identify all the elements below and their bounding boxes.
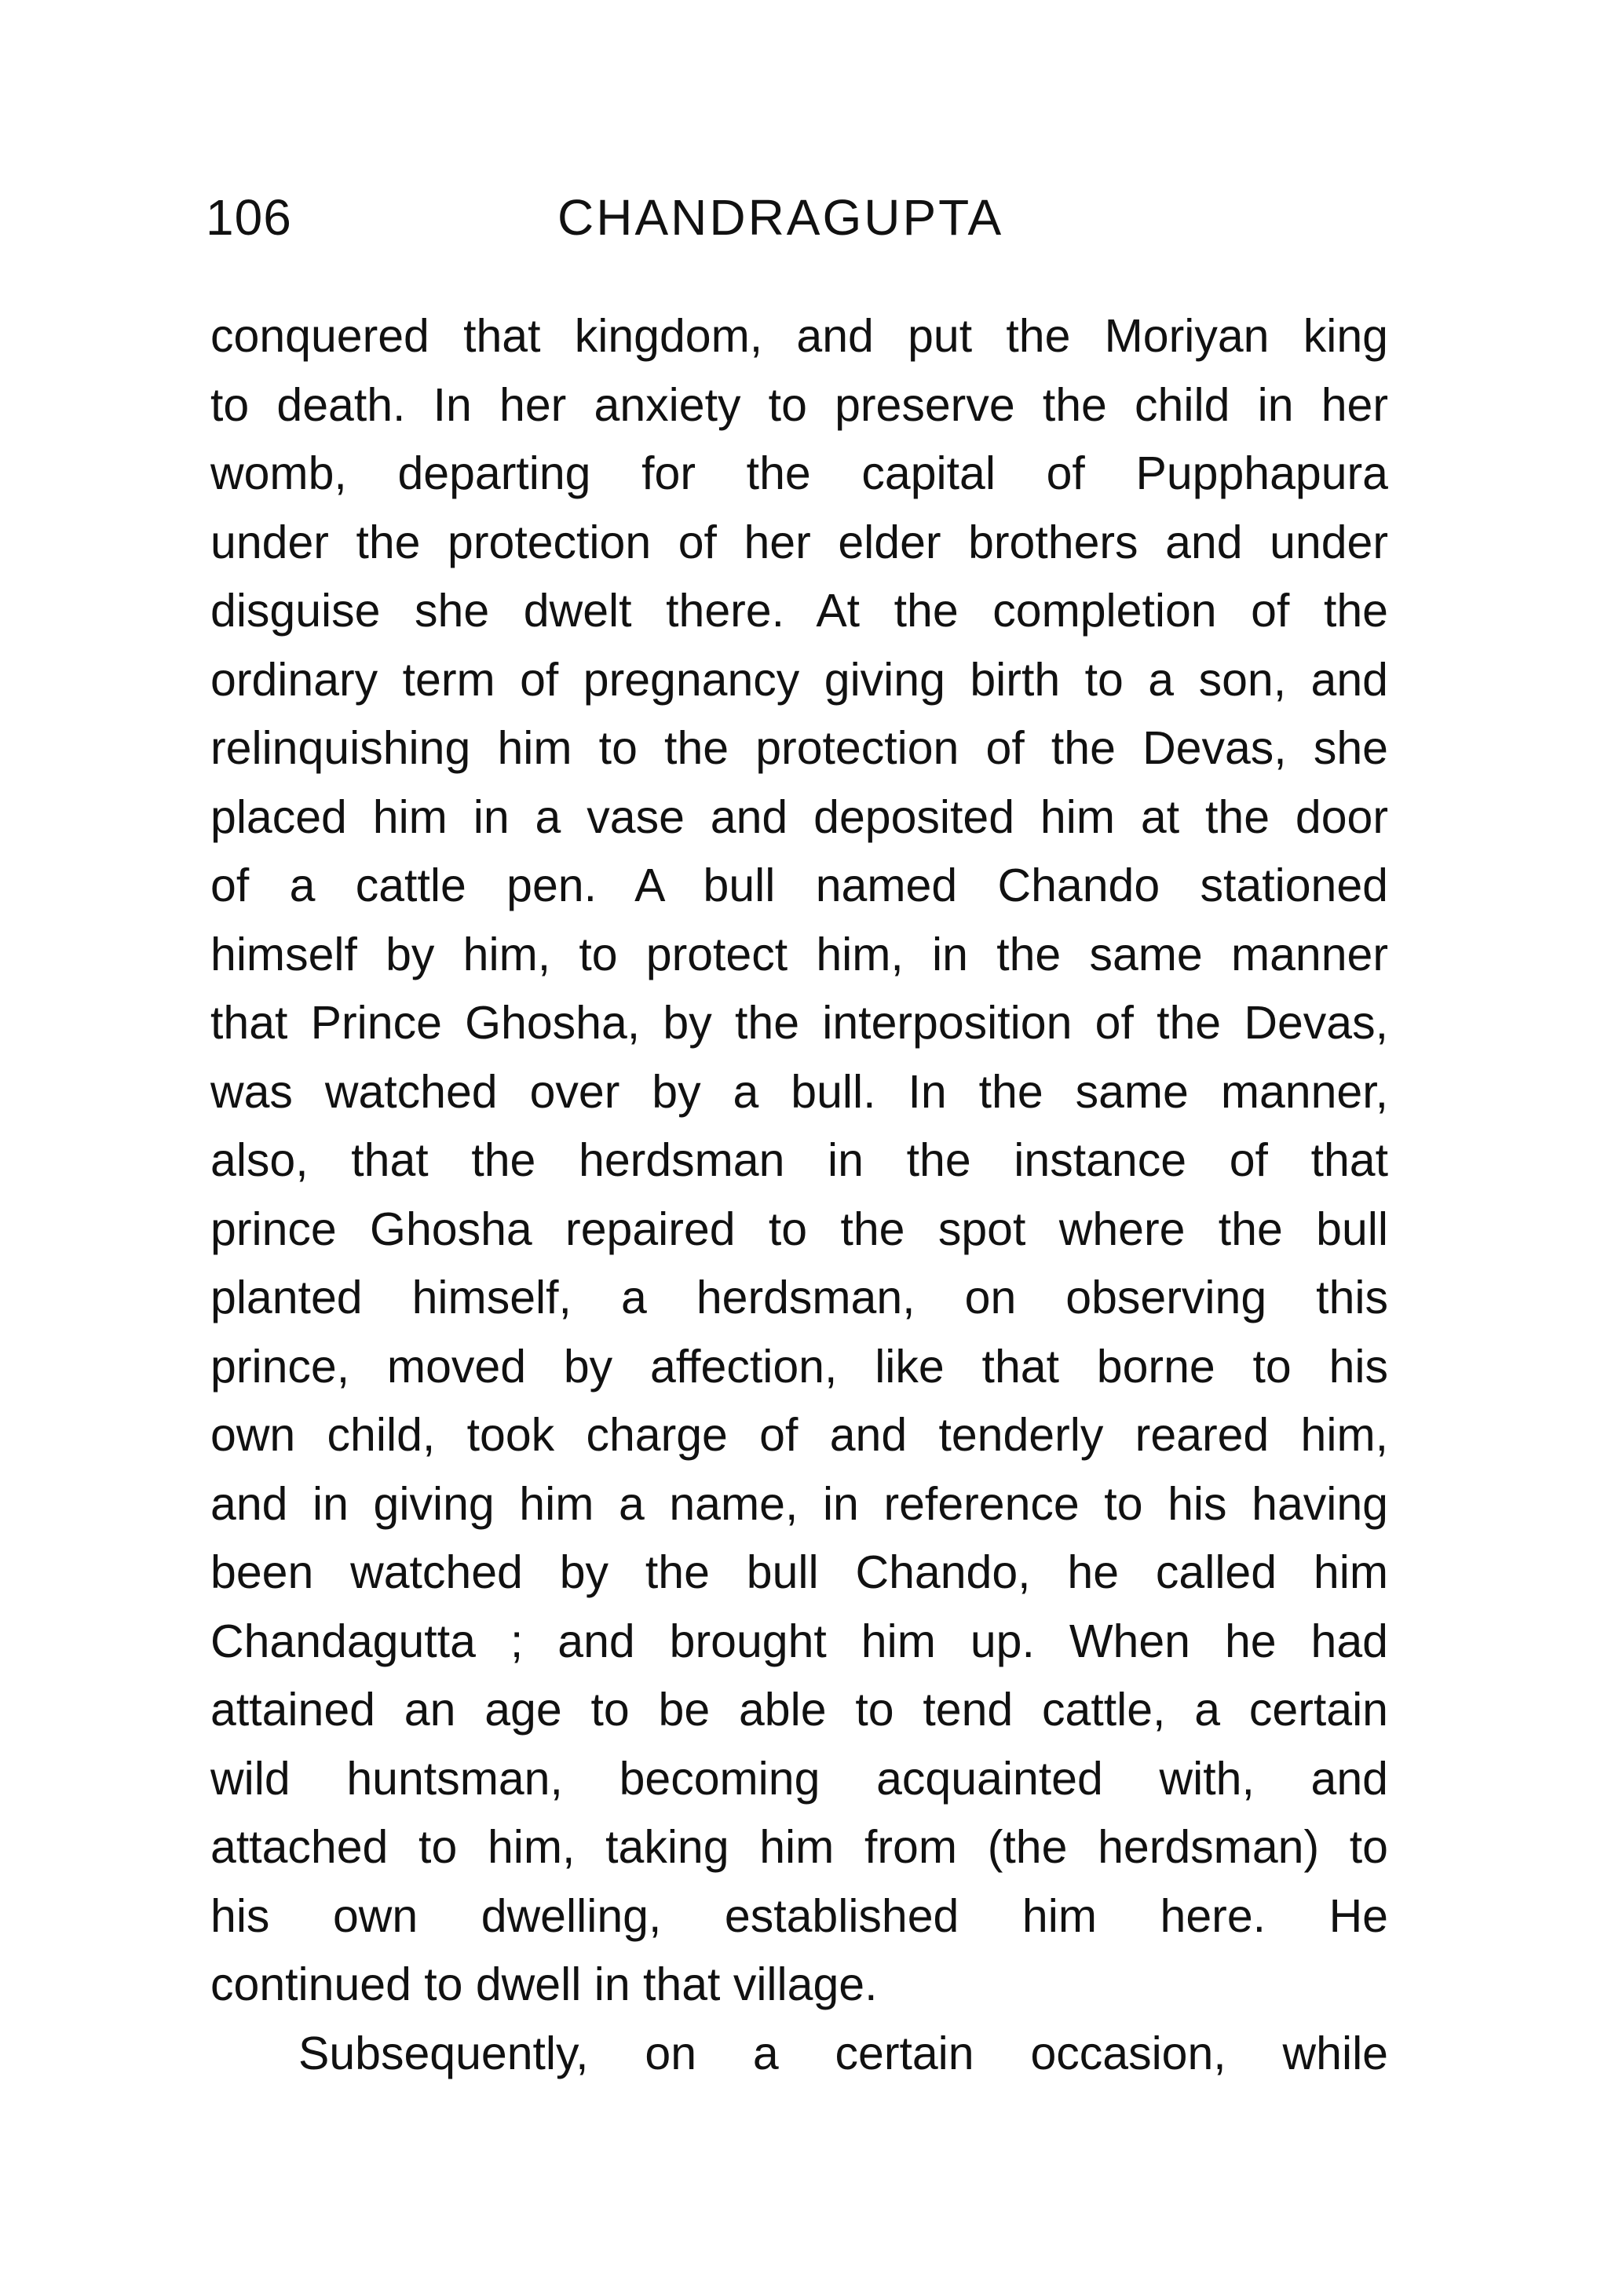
text-line: wild huntsman, becoming acquainted with, and [210, 1752, 1388, 1805]
text-line: himself by him, to protect him, in the same manner [210, 928, 1388, 980]
text-line: and in giving him a name, in reference to his having [210, 1477, 1388, 1530]
running-title: CHANDRAGUPTA [557, 189, 1004, 246]
text-line: prince Ghosha repaired to the spot where the bull [210, 1203, 1388, 1255]
text-line: placed him in a vase and deposited him at the door [210, 790, 1388, 843]
body-text [210, 302, 1388, 2088]
text-line: to death. In her anxiety to preserve the child in her [210, 378, 1388, 431]
text-line: also, that the herdsman in the instance of that [210, 1134, 1388, 1186]
text-line: attained an age to be able to tend cattle, a certain [210, 1684, 1388, 1736]
text-line: womb, departing for the capital of Pupphapura [210, 447, 1388, 499]
text-line: conquered that kingdom, and put the Moriyan king [210, 310, 1388, 362]
text-line: was watched over by a bull. In the same manner, [210, 1065, 1388, 1118]
text-line: prince, moved by affection, like that borne to his [210, 1340, 1388, 1393]
page-number: 106 [206, 189, 292, 246]
paragraph-last-line: continued to dwell in that village. [210, 1958, 878, 2010]
text-line: of a cattle pen. A bull named Chando stationed [210, 860, 1388, 911]
text-line: own child, took charge of and tenderly reared him, [210, 1409, 1388, 1461]
text-line: been watched by the bull Chando, he called him [210, 1546, 1388, 1598]
text-line: that Prince Ghosha, by the interposition of the Devas, [210, 997, 1388, 1049]
running-head [206, 182, 1399, 253]
text-line: planted himself, a herdsman, on observing this [210, 1272, 1388, 1323]
text-line: his own dwelling, established him here. He [210, 1889, 1388, 1942]
text-line: under the protection of her elder brothers and under [210, 516, 1388, 568]
text-line: disguise she dwelt there. At the completion of the [210, 585, 1388, 637]
text-line: attached to him, taking him from (the herdsman) to [210, 1821, 1388, 1873]
text-line: ordinary term of pregnancy giving birth to a son, and [210, 653, 1388, 706]
text-line: relinquishing him to the protection of the Devas, she [210, 722, 1388, 774]
paragraph-first-line: Subsequently, on a certain occasion, while [298, 2027, 1388, 2079]
text-line: Chandagutta ; and brought him up. When he had [210, 1615, 1388, 1667]
